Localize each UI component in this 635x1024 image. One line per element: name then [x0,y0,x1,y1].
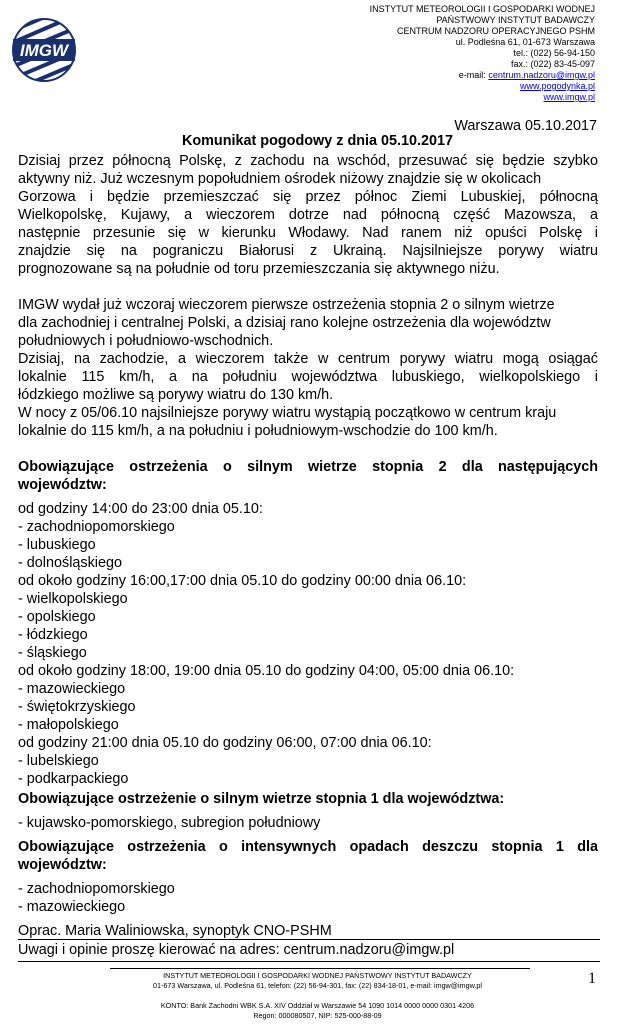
section-3-list [18,880,598,916]
list-item: od godziny 14:00 do 23:00 dnia 05.10: [18,501,263,517]
header-email-line [459,70,595,81]
author-line [18,922,598,940]
paragraph-1-line: następnie przesunie się w kierunku Włodawy. Nad ranem niż opuści Polskę i [18,225,598,241]
section-1-heading [18,458,598,494]
paragraph-2-line: Dzisiaj, na zachodzie, a wieczorem także w centrum porywy wiatru mogą osiągać [18,351,598,367]
header-line-1: INSTYTUT METEOROLOGII I GOSPODARKI WODNEJ [369,4,595,14]
paragraph-1 [18,152,598,278]
section-2-heading [18,790,598,808]
list-item: - małopolskiego [18,717,119,733]
list-item: - śląskiego [18,645,87,661]
footer-line-4: Regon: 000080507, NIP: 525-000-88-09 [253,1011,382,1020]
section-2-heading-line: Obowiązujące ostrzeżenie o silnym wietrze stopnia 1 dla województwa: [18,791,505,807]
footer-line-1: INSTYTUT METEOROLOGII I GOSPODARKI WODNEJ PAŃSTWOWY INSTYTUT BADAWCZY [163,971,472,980]
paragraph-1-line: Dzisiaj przez północną Polskę, z zachodu na wschód, przesuwać się będzie szybko [18,153,598,169]
author-text: Oprac. Maria Waliniowska, synoptyk CNO-PSHM [18,923,332,939]
list-item: - świętokrzyskiego [18,699,136,715]
feedback-line [18,941,598,959]
paragraph-2-line: W nocy z 05/06.10 najsilniejsze porywy wiatru wystąpią początkowo w centrum kraju [18,405,557,421]
list-item: - łódzkiego [18,627,88,643]
paragraph-2-line: łódzkiego możliwe są porywy wiatru do 130 km/h. [18,387,334,403]
header-line-4: ul. Podleśna 61, 01-673 Warszawa [455,37,595,47]
list-item: - kujawsko-pomorskiego, subregion południowy [18,815,321,831]
list-item: - wielkopolskiego [18,591,128,607]
feedback-text: Uwagi i opinie proszę kierować na adres: centrum.nadzoru@imgw.pl [18,942,455,958]
footer-divider [110,968,530,969]
paragraph-2 [18,296,598,440]
list-item: - dolnośląskiego [18,555,122,571]
header-link-pogodynka[interactable]: www.pogodynka.pl [519,81,595,91]
header-line-2: PAŃSTWOWY INSTYTUT BADAWCZY [436,15,595,25]
logo-lettering: IMGW [19,41,69,60]
section-3-heading-line: województw: [18,857,107,873]
feedback-divider [18,961,600,962]
list-item: od godziny 21:00 dnia 05.10 do godziny 06:00, 07:00 dnia 06.10: [18,735,432,751]
list-item: od około godziny 16:00,17:00 dnia 05.10 do godziny 00:00 dnia 06.10: [18,573,467,589]
list-item: - mazowieckiego [18,681,126,697]
footer-line-3: KONTO: Bank Zachodni WBK S.A. XIV Oddział w Warszawie 54 1090 1014 0000 0000 0301 4206 [160,1001,475,1010]
header-line-3: CENTRUM NADZORU OPERACYJNEGO PSHM [396,26,595,36]
date-place: Warszawa 05.10.2017 [454,118,597,134]
list-item: - mazowieckiego [18,899,126,915]
paragraph-2-line: dla zachodniej i centralnej Polski, a dzisiaj rano kolejne ostrzeżenia dla województw [18,315,551,331]
list-item: od około godziny 18:00, 19:00 dnia 05.10 do godziny 04:00, 05:00 dnia 06.10: [18,663,515,679]
header-email-link[interactable]: centrum.nadzoru@imgw.pl [488,70,595,80]
imgw-logo [10,4,78,100]
list-item: - zachodniopomorskiego [18,881,175,897]
header-email-label: e-mail: [458,70,489,80]
header-line-6: fax.: (022) 83-45-097 [510,59,595,69]
paragraph-2-line: południowych i południowo-wschodnich. [18,333,274,349]
list-item: - lubelskiego [18,753,99,769]
imgw-logo-graphic [10,4,78,100]
page-number: 1 [588,970,596,987]
header-line-5: tel.: (022) 56-94-150 [513,48,595,58]
section-1-heading-line: województw: [18,477,107,493]
list-item: - zachodniopomorskiego [18,519,175,535]
list-item: - lubuskiego [18,537,96,553]
section-1-heading-line: Obowiązujące ostrzeżenia o silnym wietrze stopnia 2 dla następujących [18,459,598,475]
paragraph-1-line: Wielkopolskę, Kujawy, a wieczorem dotrze nad północną część Mazowsza, a [18,207,598,223]
section-1-list [18,500,598,788]
paragraph-1-line: aktywny niż. Już wczesnym popołudniem ośrodek niżowy znajdzie się w okolicach [18,171,542,187]
page-title: Komunikat pogodowy z dnia 05.10.2017 [181,133,454,149]
list-item: - podkarpackiego [18,771,129,787]
section-3-heading-line: Obowiązujące ostrzeżenia o intensywnych opadach deszczu stopnia 1 dla [18,839,598,855]
footer-line-2: 01-673 Warszawa, ul. Podleśna 61, telefon: (22) 56-94-301, fax: (22) 834-18-01, e-mail: imgw@imgw.pl [152,981,483,990]
section-2-list [18,814,598,832]
paragraph-2-line: lokalnie 115 km/h, a na południu województwa lubuskiego, wielkopolskiego i [18,369,598,385]
header-link-imgw[interactable]: www.imgw.pl [543,92,595,102]
list-item: - opolskiego [18,609,96,625]
paragraph-1-line: prognozowane są na południe od toru przemieszczania się aktywnego niżu. [18,261,500,277]
paragraph-1-line: Gorzowa i będzie przemieszczać się przez północ Ziemi Lubuskiej, północną [18,189,598,205]
author-divider [18,939,600,940]
paragraph-2-line: IMGW wydał już wczoraj wieczorem pierwsze ostrzeżenia stopnia 2 o silnym wietrze [18,297,555,313]
paragraph-2-line: lokalnie do 115 km/h, a na południu i południowym-wschodzie do 100 km/h. [18,423,498,439]
section-3-heading [18,838,598,874]
paragraph-1-line: znajdzie się na pograniczu Białorusi z Ukrainą. Najsilniejsze porywy wiatru [18,243,598,259]
